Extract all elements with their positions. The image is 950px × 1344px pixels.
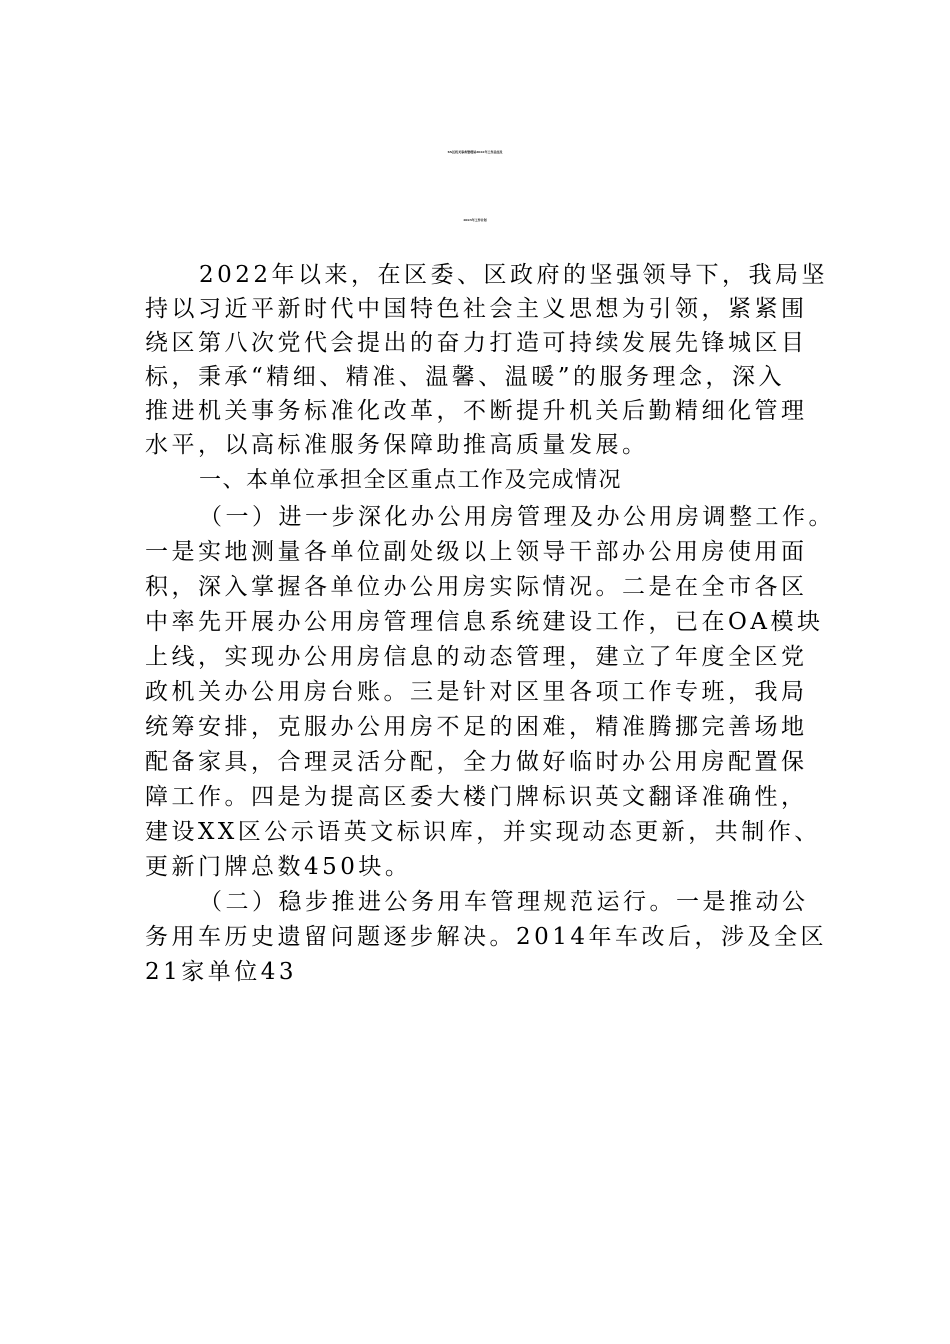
para1-line-6: 政机关办公用房台账。三是针对区里各项工作专班，我局 [145, 679, 808, 705]
intro-line-6: 水平，以高标准服务保障助推高质量发展。 [145, 432, 649, 458]
para2-line-2: 务用车历史遗留问题逐步解决。2014年车改后，涉及全区 [145, 924, 828, 950]
intro-line-4: 标，秉承“精细、精准、温馨、温暖”的服务理念，深入 [145, 364, 786, 390]
para2-line-1: （二）稳步推进公务用车管理规范运行。一是推动公 [199, 889, 809, 915]
document-title-line-2: 2023年工作计划 [463, 218, 487, 222]
para1-line-9: 障工作。四是为提高区委大楼门牌标识英文翻译准确性， [145, 784, 808, 810]
intro-line-1: 2022年以来，在区委、区政府的坚强领导下，我局坚 [199, 262, 829, 288]
intro-line-2: 持以习近平新时代中国特色社会主义思想为引领，紧紧围 [145, 296, 808, 322]
para1-line-11: 更新门牌总数450块。 [145, 854, 412, 880]
para1-line-1: （一）进一步深化办公用房管理及办公用房调整工作。 [199, 504, 835, 530]
para1-line-5: 上线，实现办公用房信息的动态管理，建立了年度全区党 [145, 644, 808, 670]
para2-line-3: 21家单位43 [145, 959, 298, 985]
para1-line-10: 建设XX区公示语英文标识库，并实现动态更新，共制作、 [145, 819, 821, 845]
para1-line-3: 积，深入掌握各单位办公用房实际情况。二是在全市各区 [145, 574, 808, 600]
para1-line-4: 中率先开展办公用房管理信息系统建设工作，已在OA模块 [145, 609, 824, 635]
intro-line-3: 绕区第八次党代会提出的奋力打造可持续发展先锋城区目 [145, 330, 808, 356]
para1-line-8: 配备家具，合理灵活分配，全力做好临时办公用房配置保 [145, 749, 808, 775]
document-title-line-1: XX区机关事务管理局2022年工作总结及 [447, 150, 503, 154]
section-heading: 一、本单位承担全区重点工作及完成情况 [199, 468, 623, 493]
para1-line-7: 统筹安排，克服办公用房不足的困难，精准腾挪完善场地 [145, 714, 808, 740]
para1-line-2: 一是实地测量各单位副处级以上领导干部办公用房使用面 [145, 539, 808, 565]
intro-line-5: 推进机关事务标准化改革，不断提升机关后勤精细化管理 [145, 398, 808, 424]
